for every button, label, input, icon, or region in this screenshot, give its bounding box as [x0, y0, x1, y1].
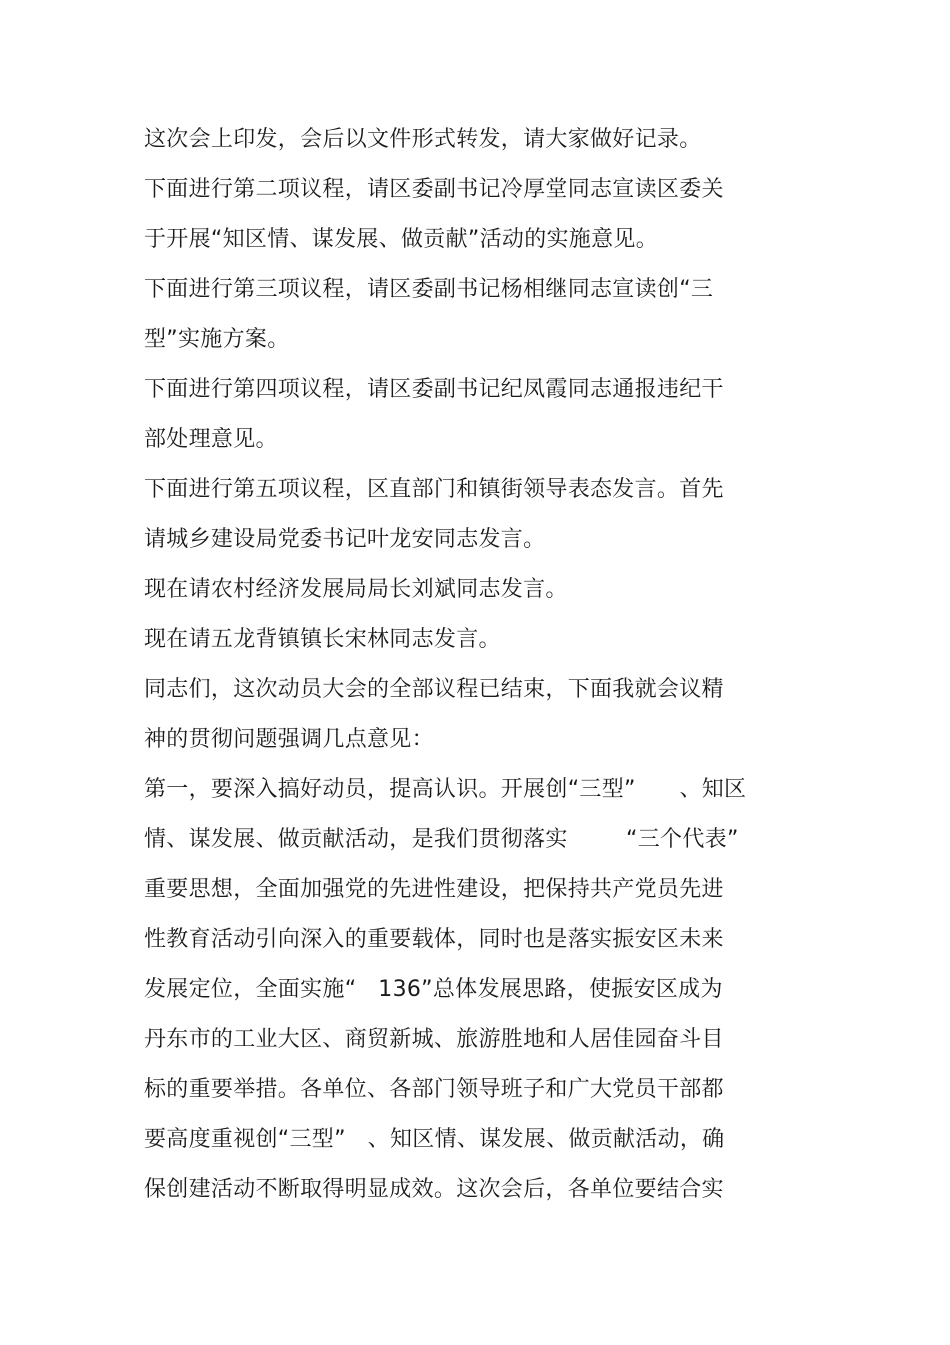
text-line: 重要思想，全面加强党的先进性建设，把保持共产党员先进	[144, 877, 724, 902]
text-line: 下面进行第三项议程，请区委副书记杨相继同志宣读创“三	[144, 277, 714, 302]
text-line: 同志们，这次动员大会的全部议程已结束，下面我就会议精	[144, 677, 724, 702]
text-line: 神的贯彻问题强调几点意见：	[144, 727, 434, 752]
text-line: 标的重要举措。各单位、各部门领导班子和广大党员干部都	[144, 1077, 724, 1102]
text-line: 下面进行第二项议程，请区委副书记冷厚堂同志宣读区委关	[144, 177, 724, 202]
text-line: 现在请农村经济发展局局长刘斌同志发言。	[144, 577, 568, 602]
text-line: 部处理意见。	[144, 427, 278, 452]
text-line: 型”实施方案。	[144, 327, 290, 352]
text-line: 要高度重视创“三型” 、知区情、谋发展、做贡献活动，确	[144, 1127, 725, 1152]
text-line: 请城乡建设局党委书记叶龙安同志发言。	[144, 527, 546, 552]
text-line: 下面进行第四项议程，请区委副书记纪凤霞同志通报违纪干	[144, 377, 724, 402]
text-line: 这次会上印发，会后以文件形式转发，请大家做好记录。	[144, 127, 702, 152]
text-line: 于开展“知区情、谋发展、做贡献”活动的实施意见。	[144, 227, 658, 252]
text-line: 保创建活动不断取得明显成效。这次会后，各单位要结合实	[144, 1177, 724, 1202]
text-line: 第一，要深入搞好动员，提高认识。开展创“三型” 、知区	[144, 777, 747, 802]
text-line: 情、谋发展、做贡献活动，是我们贯彻落实 “三个代表”	[144, 827, 739, 852]
text-line: 发展定位，全面实施“ 136”总体发展思路，使振安区成为	[144, 977, 723, 1002]
text-line: 下面进行第五项议程，区直部门和镇街领导表态发言。首先	[144, 477, 724, 502]
text-line: 丹东市的工业大区、商贸新城、旅游胜地和人居佳园奋斗目	[144, 1027, 724, 1052]
text-line: 现在请五龙背镇镇长宋林同志发言。	[144, 627, 501, 652]
text-line: 性教育活动引向深入的重要载体，同时也是落实振安区未来	[144, 927, 724, 952]
